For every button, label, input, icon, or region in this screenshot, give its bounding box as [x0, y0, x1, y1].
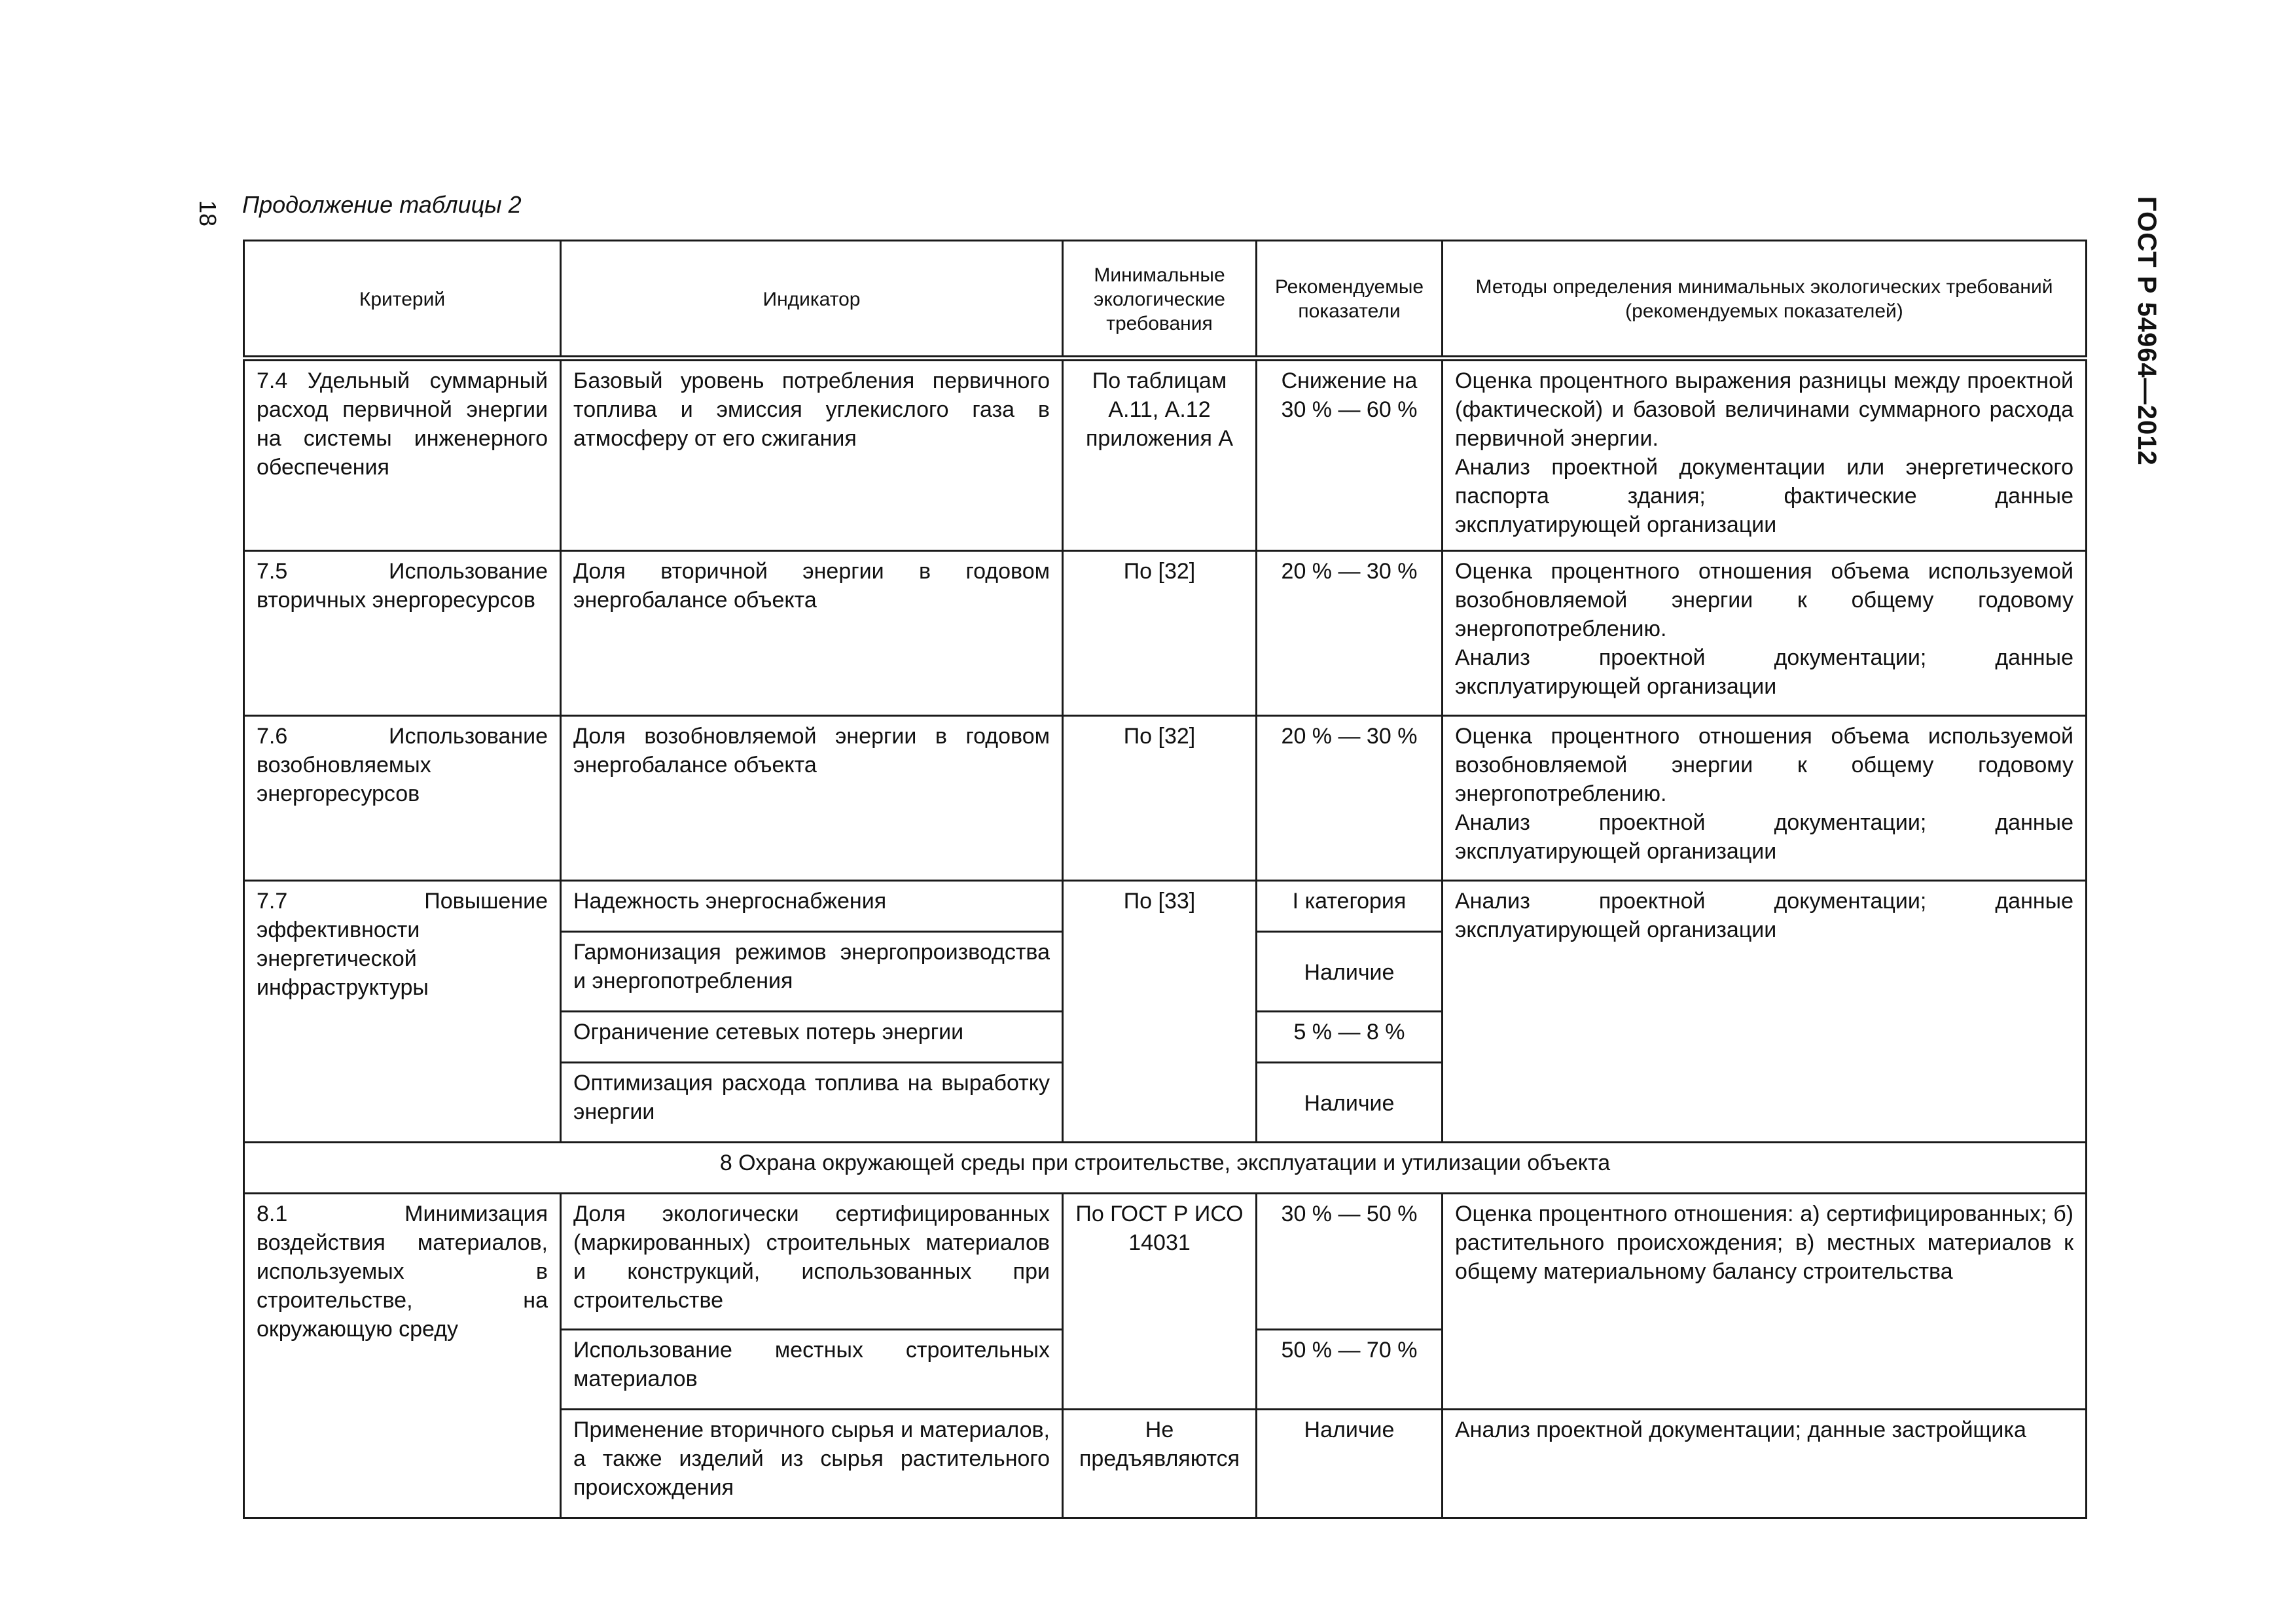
table-row — [244, 716, 2087, 881]
recommended-cell: 5 % — 8 % — [1257, 1012, 1443, 1063]
indicator-cell: Гармонизация режимов энергопроизводства и энергопотребления — [561, 932, 1063, 1012]
criterion-cell: 7.6 Использование возобновляемых энергоресурсов — [244, 716, 561, 881]
criterion-cell: 7.4 Удельный суммарный расход первичной энергии на системы инженерного обеспечения — [244, 359, 561, 551]
method-text: Оценка процентного отношения объема используемой возобновляемой энергии к общему годовому энергопотреблению. — [1455, 559, 2073, 641]
indicator-cell: Надежность энергоснабжения — [561, 881, 1063, 932]
recommended-cell: 20 % — 30 % — [1257, 716, 1443, 881]
min-requirement-cell: По [32] — [1063, 716, 1257, 881]
recommended-cell: Наличие — [1257, 1063, 1443, 1143]
recommended-cell: 30 % — 50 % — [1257, 1194, 1443, 1330]
method-text: Анализ проектной документации; данные эксплуатирующей организации — [1455, 645, 2073, 699]
criterion-cell: 8.1 Минимизация воздействия материалов, используемых в строительстве, на окружающую среду — [244, 1194, 561, 1518]
method-cell: Оценка процентного отношения: а) сертифицированных; б) растительного происхождения; в) местных материалов к общему материальному балансу строительства — [1443, 1194, 2087, 1410]
header-indicator: Индикатор — [561, 241, 1063, 359]
indicator-cell: Использование местных строительных материалов — [561, 1330, 1063, 1410]
recommended-cell: 50 % — 70 % — [1257, 1330, 1443, 1410]
method-text: эксплуатирующей организации — [1455, 512, 1777, 537]
standard-title: ГОСТ Р 54964—2012 — [2132, 196, 2161, 466]
table-row — [244, 551, 2087, 716]
section-heading-row — [244, 1143, 2087, 1194]
table-caption: Продолжение таблицы 2 — [242, 191, 522, 218]
recommended-cell: Наличие — [1257, 1410, 1443, 1518]
table-header-row — [244, 241, 2087, 359]
method-text: Анализ проектной документации или энергетического паспорта здания; фактические данные — [1455, 455, 2073, 508]
method-cell — [1443, 716, 2087, 881]
method-cell — [1443, 359, 2087, 551]
requirements-table — [243, 240, 2087, 1519]
indicator-cell: Доля экологически сертифицированных (маркированных) строительных материалов и конструкций, использованных при строительстве — [561, 1194, 1063, 1330]
method-cell: Анализ проектной документации; данные эксплуатирующей организации — [1443, 881, 2087, 1143]
criterion-cell: 7.7 Повышение эффективности энергетической инфраструктуры — [244, 881, 561, 1143]
method-cell — [1443, 551, 2087, 716]
min-requirement-cell: По [33] — [1063, 881, 1257, 1143]
header-criterion: Критерий — [244, 241, 561, 359]
header-min-requirements: Минимальные экологические требования — [1063, 241, 1257, 359]
indicator-cell: Применение вторичного сырья и материалов, а также изделий из сырья растительного происхождения — [561, 1410, 1063, 1518]
table-row — [244, 881, 2087, 932]
table-row — [244, 1194, 2087, 1330]
method-text: Оценка процентного отношения объема используемой возобновляемой энергии к общему годовому энергопотреблению. — [1455, 724, 2073, 806]
criterion-cell: 7.5 Использование вторичных энергоресурсов — [244, 551, 561, 716]
header-recommended: Рекомендуемые показатели — [1257, 241, 1443, 359]
page-number: 18 — [194, 200, 221, 227]
recommended-cell: I категория — [1257, 881, 1443, 932]
indicator-cell: Доля возобновляемой энергии в годовом энергобалансе объекта — [561, 716, 1063, 881]
table-row — [244, 359, 2087, 551]
header-methods: Методы определения минимальных экологических требований (рекомендуемых показателей) — [1443, 241, 2087, 359]
method-text: Анализ проектной документации; данные эксплуатирующей организации — [1455, 810, 2073, 864]
method-text: Оценка процентного выражения разницы между проектной (фактической) и базовой величинами суммарного расхода первичной энергии. — [1455, 368, 2073, 451]
indicator-cell: Оптимизация расхода топлива на выработку энергии — [561, 1063, 1063, 1143]
recommended-cell: Снижение на 30 % — 60 % — [1257, 359, 1443, 551]
indicator-cell: Ограничение сетевых потерь энергии — [561, 1012, 1063, 1063]
indicator-cell: Базовый уровень потребления первичного топлива и эмиссия углекислого газа в атмосферу от его сжигания — [561, 359, 1063, 551]
indicator-cell: Доля вторичной энергии в годовом энергобалансе объекта — [561, 551, 1063, 716]
section-heading: 8 Охрана окружающей среды при строительстве, эксплуатации и утилизации объекта — [244, 1143, 2087, 1194]
recommended-cell: 20 % — 30 % — [1257, 551, 1443, 716]
min-requirement-cell: По таблицам А.11, А.12 приложения А — [1063, 359, 1257, 551]
recommended-cell: Наличие — [1257, 932, 1443, 1012]
min-requirement-cell: По ГОСТ Р ИСО 14031 — [1063, 1194, 1257, 1410]
min-requirement-cell: Не предъявляются — [1063, 1410, 1257, 1518]
min-requirement-cell: По [32] — [1063, 551, 1257, 716]
method-cell: Анализ проектной документации; данные застройщика — [1443, 1410, 2087, 1518]
